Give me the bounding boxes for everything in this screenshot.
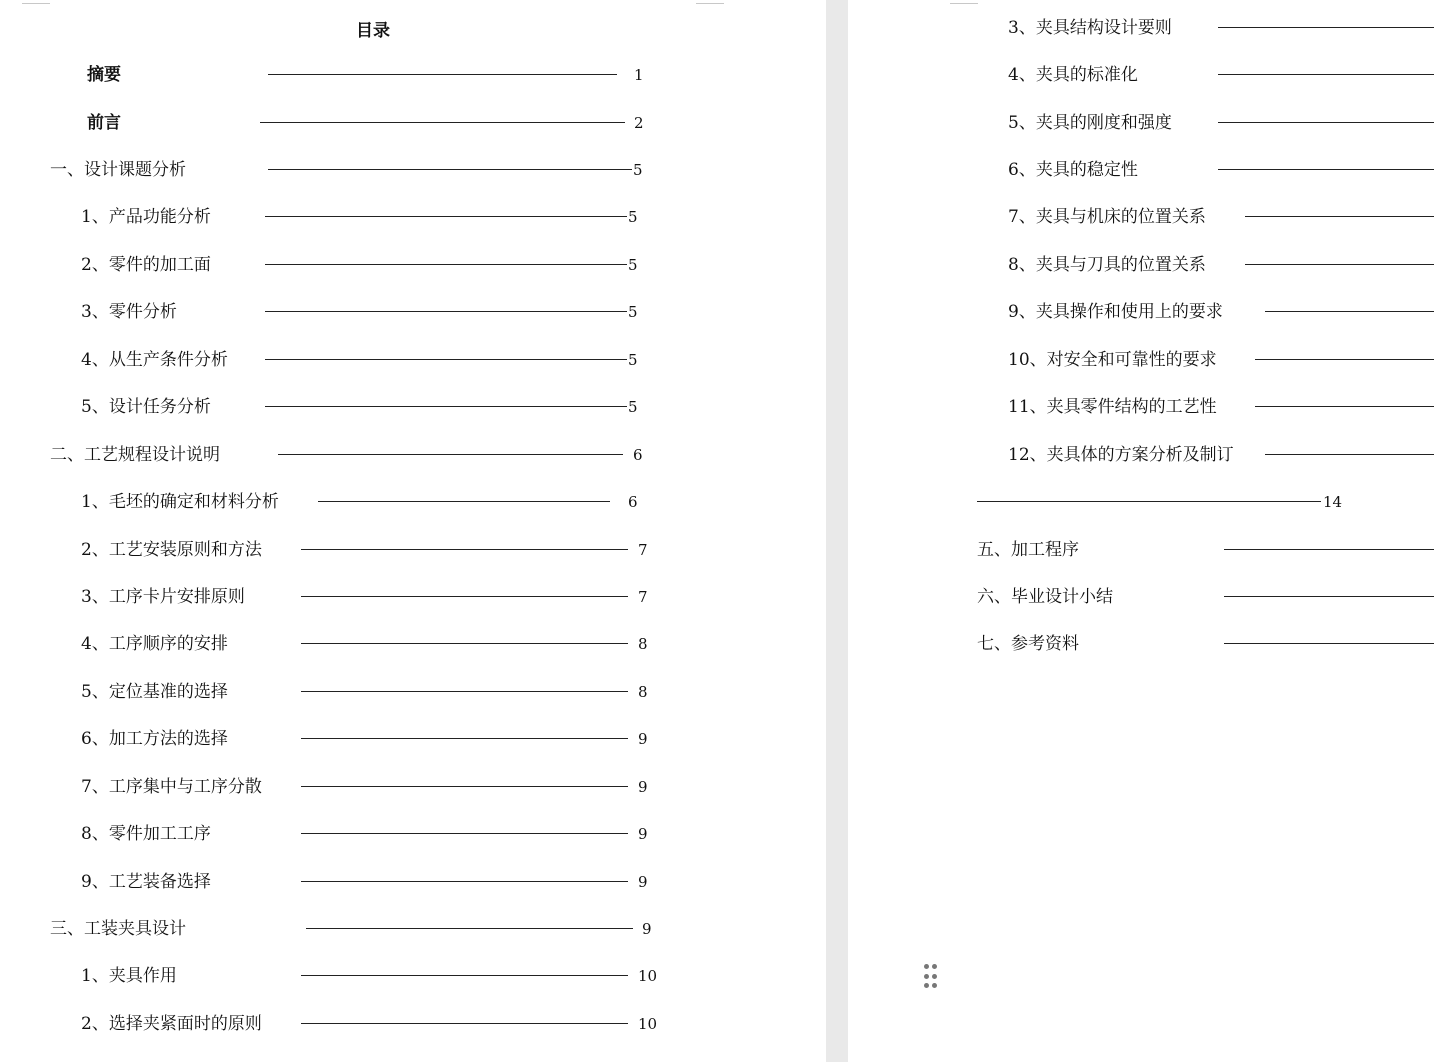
toc-page-number: 7 — [638, 541, 648, 559]
toc-entry[interactable] — [0, 585, 826, 609]
toc-leader-line — [265, 359, 627, 360]
toc-entry[interactable] — [848, 348, 1434, 372]
toc-entry-label: 6、加工方法的选择 — [81, 729, 228, 749]
toc-page-number: 2 — [634, 114, 644, 132]
toc-leader-line — [1218, 27, 1434, 28]
toc-entry-label: 七、参考资料 — [977, 634, 1079, 654]
toc-entry-label: 5、夹具的刚度和强度 — [1008, 113, 1172, 133]
toc-page-number: 8 — [638, 635, 648, 653]
toc-entry[interactable] — [0, 727, 826, 751]
toc-leader-line — [977, 501, 1321, 502]
toc-page-number: 6 — [628, 493, 638, 511]
toc-entry-label: 2、零件的加工面 — [81, 255, 211, 275]
toc-entry[interactable] — [848, 63, 1434, 87]
toc-entry-label: 3、工序卡片安排原则 — [81, 587, 245, 607]
toc-entry[interactable] — [0, 490, 826, 514]
toc-leader-line — [306, 928, 633, 929]
toc-entry-label: 五、加工程序 — [977, 540, 1079, 560]
toc-leader-line — [1255, 406, 1434, 407]
toc-leader-line — [265, 264, 627, 265]
toc-leader-line — [1218, 122, 1434, 123]
toc-page-number: 14 — [1323, 493, 1343, 511]
toc-entry[interactable] — [0, 1012, 826, 1036]
toc-leader-line — [1255, 359, 1434, 360]
toc-entry-label: 7、夹具与机床的位置关系 — [1008, 207, 1206, 227]
toc-page-number: 6 — [633, 446, 643, 464]
toc-entry-label: 1、产品功能分析 — [81, 207, 211, 227]
toc-entry[interactable] — [848, 16, 1434, 40]
toc-entry-label: 5、设计任务分析 — [81, 397, 211, 417]
toc-entry-label: 一、设计课题分析 — [50, 160, 186, 180]
toc-leader-line — [1265, 454, 1434, 455]
toc-entry[interactable] — [848, 300, 1434, 324]
toc-entry-label: 前言 — [87, 113, 121, 133]
toc-entry-label: 12、夹具体的方案分析及制订 — [1008, 445, 1234, 465]
toc-leader-line — [260, 122, 625, 123]
toc-leader-line — [318, 501, 610, 502]
toc-page-number: 5 — [628, 303, 638, 321]
toc-entry-label: 六、毕业设计小结 — [977, 587, 1113, 607]
toc-entry-label: 9、夹具操作和使用上的要求 — [1008, 302, 1223, 322]
toc-title: 目录 — [356, 21, 390, 41]
toc-entry-label: 4、从生产条件分析 — [81, 350, 228, 370]
toc-entry-label: 7、工序集中与工序分散 — [81, 777, 262, 797]
toc-entry[interactable] — [848, 395, 1434, 419]
toc-page-number: 5 — [628, 256, 638, 274]
toc-entry[interactable] — [0, 395, 826, 419]
toc-leader-line — [268, 169, 632, 170]
toc-page-number: 10 — [638, 967, 658, 985]
toc-leader-line — [265, 216, 627, 217]
toc-leader-line — [1218, 74, 1434, 75]
toc-entry-label: 三、工装夹具设计 — [50, 919, 186, 939]
toc-entry-label: 6、夹具的稳定性 — [1008, 160, 1138, 180]
toc-page-number: 9 — [642, 920, 652, 938]
toc-entry-label: 1、夹具作用 — [81, 966, 177, 986]
toc-leader-line — [301, 596, 628, 597]
page-corner-mark — [950, 0, 978, 4]
toc-entry-label: 4、夹具的标准化 — [1008, 65, 1138, 85]
toc-leader-line — [301, 1023, 628, 1024]
toc-entry[interactable] — [848, 490, 1434, 514]
toc-page-number: 7 — [638, 588, 648, 606]
toc-page-number: 10 — [638, 1015, 658, 1033]
toc-leader-line — [301, 738, 628, 739]
toc-leader-line — [1245, 264, 1434, 265]
toc-entry-label: 二、工艺规程设计说明 — [50, 445, 220, 465]
toc-entry[interactable] — [848, 632, 1434, 656]
toc-entry[interactable] — [0, 443, 826, 467]
toc-entry[interactable] — [848, 158, 1434, 182]
toc-page-number: 1 — [634, 66, 644, 84]
toc-entry-label: 5、定位基准的选择 — [81, 682, 228, 702]
toc-entry[interactable] — [0, 775, 826, 799]
toc-entry-label: 8、零件加工工序 — [81, 824, 211, 844]
toc-leader-line — [265, 311, 627, 312]
toc-entry[interactable] — [848, 538, 1434, 562]
toc-page-number: 5 — [628, 351, 638, 369]
toc-leader-line — [278, 454, 623, 455]
toc-page-number: 5 — [628, 208, 638, 226]
toc-page-number: 5 — [633, 161, 643, 179]
toc-entry[interactable] — [848, 253, 1434, 277]
toc-leader-line — [1224, 596, 1434, 597]
toc-entry[interactable] — [0, 964, 826, 988]
toc-entry[interactable] — [0, 680, 826, 704]
toc-leader-line — [265, 406, 627, 407]
toc-entry-label: 1、毛坯的确定和材料分析 — [81, 492, 279, 512]
toc-leader-line — [301, 975, 628, 976]
page-corner-mark — [22, 0, 50, 4]
drag-handle-icon[interactable] — [922, 964, 940, 990]
toc-leader-line — [301, 881, 628, 882]
document-page-right — [848, 0, 1434, 1062]
toc-page-number: 9 — [638, 730, 648, 748]
toc-entry-label: 8、夹具与刀具的位置关系 — [1008, 255, 1206, 275]
toc-page-number: 9 — [638, 778, 648, 796]
toc-page-number: 9 — [638, 873, 648, 891]
toc-entry[interactable] — [0, 348, 826, 372]
toc-entry-label: 3、夹具结构设计要则 — [1008, 18, 1172, 38]
toc-entry-label: 摘要 — [87, 65, 121, 85]
toc-entry[interactable] — [848, 585, 1434, 609]
toc-leader-line — [1224, 549, 1434, 550]
page-corner-mark — [696, 0, 724, 4]
toc-leader-line — [1245, 216, 1434, 217]
toc-entry[interactable] — [0, 870, 826, 894]
toc-page-number: 8 — [638, 683, 648, 701]
toc-entry[interactable] — [0, 158, 826, 182]
toc-entry-label: 2、工艺安装原则和方法 — [81, 540, 262, 560]
toc-entry[interactable] — [848, 111, 1434, 135]
toc-entry-label: 10、对安全和可靠性的要求 — [1008, 350, 1217, 370]
toc-leader-line — [1265, 311, 1434, 312]
toc-leader-line — [1218, 169, 1434, 170]
toc-page-number: 9 — [638, 825, 648, 843]
toc-entry[interactable] — [0, 63, 826, 87]
toc-leader-line — [301, 549, 628, 550]
toc-page-number: 5 — [628, 398, 638, 416]
toc-entry-label: 3、零件分析 — [81, 302, 177, 322]
toc-entry[interactable] — [848, 443, 1434, 467]
toc-entry[interactable] — [0, 538, 826, 562]
toc-entry[interactable] — [848, 205, 1434, 229]
toc-entry[interactable] — [0, 111, 826, 135]
toc-entry[interactable] — [0, 632, 826, 656]
toc-entry[interactable] — [0, 300, 826, 324]
toc-leader-line — [301, 833, 628, 834]
toc-entry-label: 9、工艺装备选择 — [81, 872, 211, 892]
toc-entry-label: 11、夹具零件结构的工艺性 — [1008, 397, 1217, 417]
toc-entry[interactable] — [0, 253, 826, 277]
toc-leader-line — [301, 691, 628, 692]
toc-leader-line — [1224, 643, 1434, 644]
toc-entry-label: 4、工序顺序的安排 — [81, 634, 228, 654]
toc-leader-line — [268, 74, 617, 75]
toc-entry[interactable] — [0, 917, 826, 941]
toc-entry[interactable] — [0, 205, 826, 229]
toc-leader-line — [301, 643, 628, 644]
toc-entry[interactable] — [0, 822, 826, 846]
toc-entry-label: 2、选择夹紧面时的原则 — [81, 1014, 262, 1034]
toc-leader-line — [301, 786, 628, 787]
